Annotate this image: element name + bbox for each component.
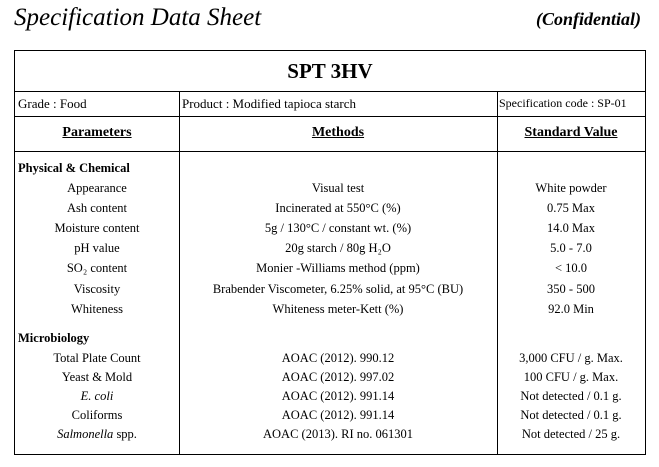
param-cell: pH value <box>74 241 120 255</box>
spec-code-cell: Specification code : SP-01 <box>499 96 627 110</box>
standard-value-header: Standard Value <box>524 125 618 140</box>
table-row <box>15 408 645 427</box>
param-cell: Viscosity <box>73 282 121 296</box>
table-row <box>15 282 645 301</box>
method-cell: 5g / 130°C / constant wt. (%) <box>264 221 412 235</box>
param-cell: Appearance <box>67 181 127 195</box>
methods-header: Methods <box>311 125 365 140</box>
value-cell: 350 - 500 <box>547 282 595 296</box>
document-title: Specification Data Sheet <box>14 4 262 31</box>
value-cell: Not detected / 0.1 g. <box>520 389 622 403</box>
table-row <box>15 302 645 321</box>
table-row <box>15 261 645 280</box>
divider <box>15 151 645 152</box>
value-cell: White powder <box>535 181 607 195</box>
value-cell: 100 CFU / g. Max. <box>523 370 619 384</box>
value-cell: < 10.0 <box>554 261 588 275</box>
value-cell: 92.0 Min <box>548 302 594 316</box>
divider <box>15 116 645 117</box>
table-row <box>15 241 645 260</box>
param-cell: Coliforms <box>71 408 123 422</box>
table-row <box>15 351 645 370</box>
table-row <box>15 389 645 408</box>
param-name: Salmonella <box>57 427 114 441</box>
confidential-label: (Confidential) <box>535 9 641 29</box>
section-physical-chemical: Physical & Chemical <box>18 161 130 175</box>
spec-table <box>14 50 646 455</box>
param-cell: SO₂ content <box>66 261 128 275</box>
grade-cell: Grade : Food <box>18 96 87 111</box>
param-cell: Yeast & Mold <box>61 370 133 384</box>
product-code: SPT 3HV <box>287 59 373 83</box>
table-row <box>15 221 645 240</box>
table-row <box>15 201 645 220</box>
param-suffix: spp. <box>113 427 137 441</box>
value-cell: 14.0 Max <box>547 221 595 235</box>
method-cell: 20g starch / 80g H₂O <box>285 241 391 255</box>
value-cell: 3,000 CFU / g. Max. <box>519 351 623 365</box>
method-cell: Monier -Williams method (ppm) <box>256 261 420 275</box>
table-row <box>15 370 645 389</box>
param-cell: Whiteness <box>70 302 124 316</box>
method-cell: AOAC (2012). 991.14 <box>281 389 395 403</box>
method-cell: AOAC (2012). 997.02 <box>281 370 395 384</box>
value-cell: Not detected / 25 g. <box>521 427 621 441</box>
table-row <box>15 427 645 446</box>
section-microbiology: Microbiology <box>18 331 90 345</box>
method-cell: Incinerated at 550°C (%) <box>275 201 401 215</box>
method-cell: Visual test <box>311 181 365 195</box>
value-cell: 0.75 Max <box>547 201 595 215</box>
method-cell: Whiteness meter-Kett (%) <box>272 302 404 316</box>
divider <box>179 91 180 116</box>
param-cell: Moisture content <box>54 221 140 235</box>
table-row <box>15 181 645 200</box>
value-cell: 5.0 - 7.0 <box>550 241 592 255</box>
method-cell: AOAC (2012). 991.14 <box>281 408 395 422</box>
value-cell: Not detected / 0.1 g. <box>520 408 622 422</box>
param-cell <box>15 427 179 442</box>
parameters-header: Parameters <box>62 125 132 140</box>
param-cell: E. coli <box>80 389 114 403</box>
param-cell: Total Plate Count <box>53 351 141 365</box>
divider <box>15 91 645 92</box>
method-cell: Brabender Viscometer, 6.25% solid, at 95°C (BU) <box>212 282 464 296</box>
method-cell: AOAC (2012). 990.12 <box>281 351 395 365</box>
param-cell: Ash content <box>66 201 128 215</box>
method-cell: AOAC (2013). RI no. 061301 <box>263 427 413 441</box>
product-cell: Product : Modified tapioca starch <box>182 96 357 111</box>
